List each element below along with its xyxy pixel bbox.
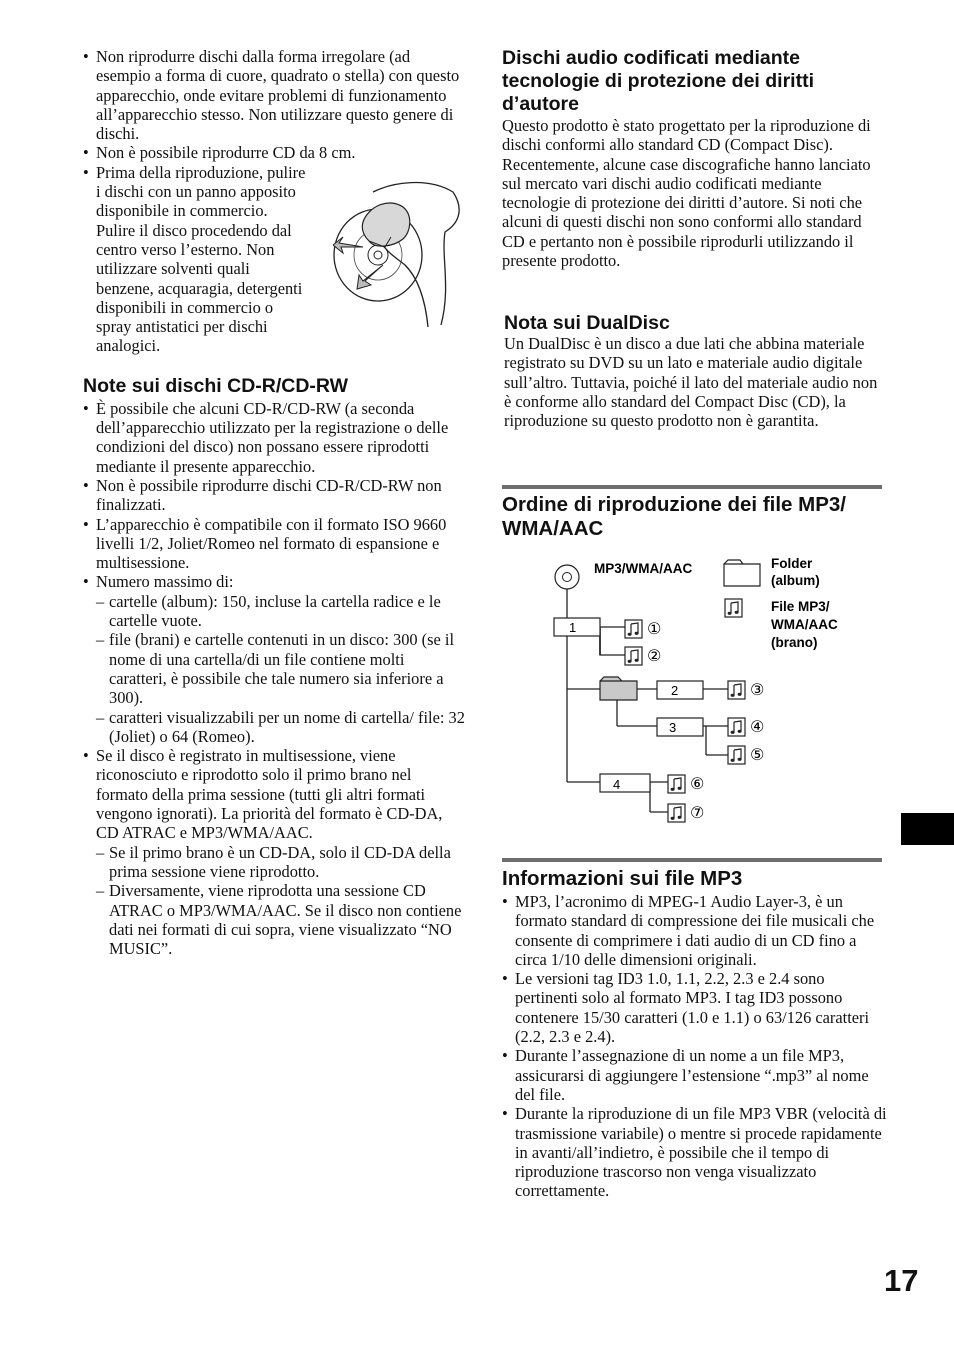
list-item-text: • Numero massimo di: [96,572,234,592]
sub-list-item: – file (brani) e cartelle contenuti in un disco: 300 (se il nome di una cartella/di un file contiene molti caratteri, è possibile che tale numero sia inferiore a 300). [96,630,466,707]
list-item: • Durante l’assegnazione di un nome a un file MP3, assicurarsi di aggiungere l’estensione “.mp3” al nome del file. [502,1046,887,1104]
text-line: analogici. [96,336,161,356]
list-item: • Le versioni tag ID3 1.0, 1.1, 2.2, 2.3 e 2.4 sono pertinenti solo al formato MP3. I tag ID3 possono contenere 15/30 caratteri (1.0 e 1.1) o 63/126 caratteri (2.2, 2.3 e 2.4). [502,969,887,1046]
music-file-icon [728,718,745,736]
text-line: i dischi con un panno apposito [96,182,296,202]
protect-heading [502,47,887,116]
sub-list-item: – caratteri visualizzabili per un nome di cartella/ file: 32 (Joliet) o 64 (Romeo). [96,708,466,747]
legend-line: File MP3/ [771,599,830,614]
music-file-icon [668,775,685,793]
legend-line: (brano) [771,635,818,650]
dualdisc-heading: Nota sui DualDisc [504,312,670,334]
cdr-heading: Note sui dischi CD-R/CD-RW [83,374,349,397]
folder-3-box [657,718,703,736]
text-line: spray antistatici per dischi [96,317,268,337]
track-2-label: ② [647,648,662,665]
folder-legend-icon [724,560,760,586]
music-file-icon [728,681,745,699]
folder-1-box [554,618,600,636]
folder-4-box [600,774,650,792]
legend-line: WMA/AAC [771,617,838,632]
cdr-notes-list [83,399,466,959]
playback-order-diagram [540,550,870,835]
folder-4-label: 4 [613,777,621,792]
track-5-label: ⑤ [750,747,765,764]
protect-paragraph-2: Recentemente, alcune case discografiche hanno lanciato sul mercato vari dischi audio codificati mediante tecnologie di protezione dei diritti d’autore. Si noti che alcuni di questi dischi non sono conformi allo standard CD e pertanto non è possibile riprodurli utilizzando il presente prodotto. [502,154,871,271]
heading-line: WMA/AAC [502,517,604,540]
language-side-tab [901,813,954,845]
page-number: 17 [884,1263,919,1298]
music-file-icon [668,804,685,822]
list-item: • Non è possibile riprodurre CD da 8 cm. [83,143,466,162]
mp3-notes-list [502,892,887,1201]
list-item: • È possibile che alcuni CD-R/CD-RW (a seconda dell’apparecchio utilizzato per la registrazione o delle condizioni del disco) non possano essere riprodotti mediante il presente apparecchio. [83,399,466,476]
heading-line: Ordine di riproduzione dei file MP3/ [502,493,846,516]
legend-line: Folder [771,556,813,571]
text-line: benzene, acquaragia, detergenti [96,278,303,298]
section-divider [502,858,882,862]
protect-section [502,47,887,270]
mp3-heading: Informazioni sui file MP3 [502,867,743,890]
list-item [83,572,466,746]
music-file-icon [625,620,642,638]
text-line: disponibile in commercio. [96,201,268,221]
legend-line: (album) [771,573,820,588]
folder-2-label: 2 [671,683,679,698]
legend-folder-label [771,556,820,588]
music-file-icon [625,647,642,665]
track-7-label: ⑦ [690,805,705,822]
list-item [83,746,466,958]
text-line: • Prima della riproduzione, pulire [96,162,306,182]
folder-3-label: 3 [669,720,677,735]
dualdisc-section [504,312,887,430]
track-6-label: ⑥ [690,776,705,793]
track-3-label: ③ [750,682,765,699]
section-divider [502,485,882,489]
heading-line: tecnologie di protezione dei diritti [502,70,815,92]
music-file-icon [728,746,745,764]
music-file-legend-icon [725,599,742,617]
list-item: • MP3, l’acronimo di MPEG-1 Audio Layer-3, è un formato standard di compressione dei file musicali che consente di comprimere i dati audio di un CD fino a circa 1/10 delle dimensioni originali. [502,892,887,969]
dualdisc-paragraph: Un DualDisc è un disco a due lati che abbina materiale registrato su DVD su un lato e materiale audio digitale sull’altro. Tuttavia, poiché il lato del materiale audio non è conforme allo standard del Compact Disc (CD), la riproduzione su questo prodotto non è garantita. [504,334,878,431]
list-item-text: • Se il disco è registrato in multisessione, viene riconosciuto e riprodotto solo il primo brano nel formato della prima sessione (tutti gli altri formati vengono ignorati). La priorità del formato è CD-DA, CD ATRAC e MP3/WMA/AAC. [96,746,443,843]
track-1-label: ① [647,621,662,638]
shaded-folder-icon [600,677,637,700]
protect-paragraph-1: Questo prodotto è stato progettato per la riproduzione di dischi conformi allo standard CD (Compact Disc). [502,116,871,155]
text-line: Pulire il disco procedendo dal [96,220,292,240]
heading-line: d’autore [502,93,579,115]
folder-1-label: 1 [569,620,577,635]
text-line: centro verso l’esterno. Non [96,239,275,259]
order-section [502,493,887,541]
legend-file-label [771,599,842,650]
list-item: • Durante la riproduzione di un file MP3 VBR (velocità di trasmissione variabile) o mentre si procede rapidamente in avanti/all’indietro, è possibile che il tempo di riproduzione trascorso non venga visualizzato correttamente. [502,1104,887,1200]
folder-2-box [657,681,703,699]
disc-label: MP3/WMA/AAC [594,561,693,576]
text-line: utilizzare solventi quali [96,259,250,279]
sub-list-item: – cartelle (album): 150, incluse la cartella radice e le cartelle vuote. [96,592,466,631]
list-item: • Non è possibile riprodurre dischi CD-R/CD-RW non finalizzati. [83,476,466,515]
left-column [83,47,466,958]
sub-list-item: – Se il primo brano è un CD-DA, solo il CD-DA della prima sessione viene riprodotto. [96,843,466,882]
sub-list [96,592,466,746]
list-item: • L’apparecchio è compatibile con il formato ISO 9660 livelli 1/2, Joliet/Romeo nel formato di espansione e multisessione. [83,515,466,573]
disc-cleaning-illustration [333,177,468,329]
sub-list [96,843,466,959]
text-line: disponibili in commercio o [96,297,274,317]
mp3-section [502,867,887,1201]
order-heading [502,493,887,541]
track-4-label: ④ [750,719,765,736]
sub-list-item: – Diversamente, viene riprodotta una sessione CD ATRAC o MP3/WMA/AAC. Se il disco non contiene dati nei formati di cui sopra, viene visualizzato “NO MUSIC”. [96,881,466,958]
heading-line: Dischi audio codificati mediante [502,47,800,69]
list-item: • Non riprodurre dischi dalla forma irregolare (ad esempio a forma di cuore, quadrato o stella) con questo apparecchio, onde evitare problemi di funzionamento all’apparecchio stesso. Non utilizzare questo genere di dischi. [83,47,466,143]
